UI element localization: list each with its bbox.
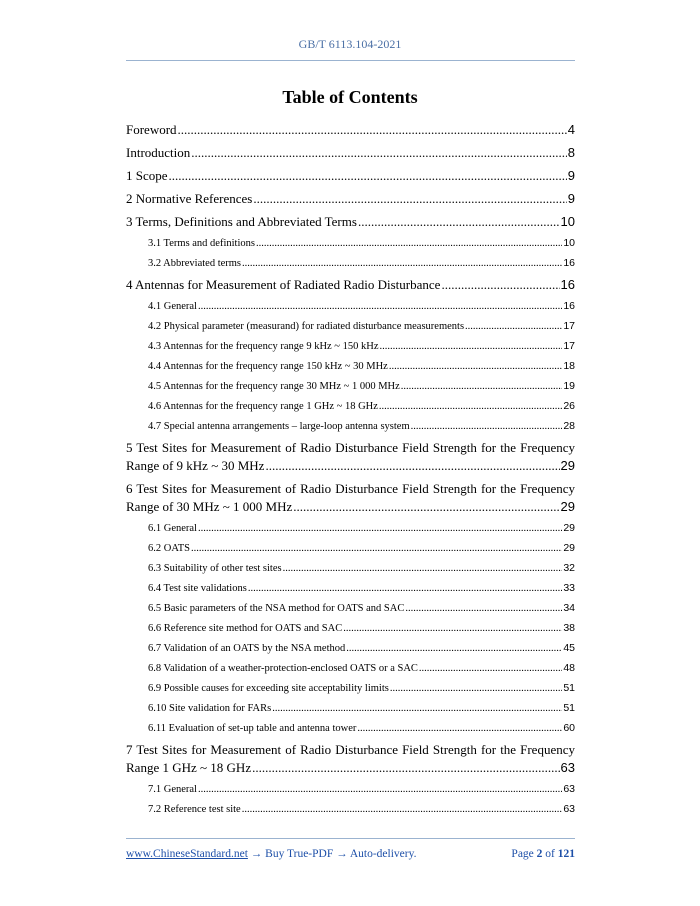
toc-dot-leader bbox=[283, 559, 563, 579]
toc-entry[interactable] bbox=[126, 187, 575, 210]
toc-entry-page: 32 bbox=[563, 562, 575, 574]
toc-entry[interactable] bbox=[126, 779, 575, 799]
toc-entry-page: 17 bbox=[563, 340, 575, 352]
header-divider bbox=[126, 60, 575, 61]
toc-entry-page: 4 bbox=[567, 122, 575, 137]
page-title: Table of Contents bbox=[282, 87, 418, 107]
page-current: 2 bbox=[536, 848, 543, 860]
toc-entry-label: 2 Normative References bbox=[126, 191, 253, 206]
toc-dot-leader bbox=[465, 317, 562, 337]
toc-entry-label: 5 Test Sites for Measurement of Radio Disturbance Field Strength for the Frequency bbox=[126, 440, 575, 455]
toc-entry-label: 6.2 OATS bbox=[148, 543, 191, 554]
toc-entry-page: 63 bbox=[563, 803, 575, 815]
toc-entry-label: 4 Antennas for Measurement of Radiated Radio Disturbance bbox=[126, 277, 441, 292]
toc-dot-leader bbox=[198, 519, 562, 539]
toc-entry-page: 9 bbox=[567, 191, 575, 206]
page-footer bbox=[126, 848, 575, 860]
table-of-contents bbox=[126, 118, 575, 819]
toc-dot-leader bbox=[256, 234, 562, 254]
toc-dot-leader bbox=[379, 337, 562, 357]
toc-entry-page: 34 bbox=[563, 602, 575, 614]
toc-entry[interactable] bbox=[126, 578, 575, 598]
toc-dot-leader bbox=[198, 297, 562, 317]
toc-dot-leader bbox=[357, 719, 562, 739]
toc-entry-page: 38 bbox=[563, 622, 575, 634]
toc-entry-label: 6.11 Evaluation of set-up table and antenna tower bbox=[148, 723, 357, 734]
toc-entry-page: 16 bbox=[563, 257, 575, 269]
toc-entry[interactable] bbox=[126, 518, 575, 538]
toc-dot-leader bbox=[293, 498, 559, 516]
page-total: 121 bbox=[557, 848, 575, 860]
toc-entry-page: 63 bbox=[560, 760, 575, 775]
toc-entry-page: 9 bbox=[567, 168, 575, 183]
toc-entry[interactable] bbox=[126, 558, 575, 578]
toc-dot-leader bbox=[248, 579, 563, 599]
toc-dot-leader bbox=[178, 118, 567, 141]
toc-entry-page: 17 bbox=[563, 320, 575, 332]
toc-entry[interactable] bbox=[126, 164, 575, 187]
toc-dot-leader bbox=[390, 679, 562, 699]
toc-entry[interactable] bbox=[126, 698, 575, 718]
toc-entry-label: 4.1 General bbox=[148, 301, 197, 312]
toc-entry[interactable] bbox=[126, 141, 575, 164]
toc-entry[interactable] bbox=[126, 376, 575, 396]
toc-entry-page: 10 bbox=[560, 214, 575, 229]
toc-entry-label: 6.8 Validation of a weather-protection-enclosed OATS or a SAC bbox=[148, 663, 418, 674]
toc-dot-leader bbox=[191, 539, 562, 559]
toc-entry-page: 29 bbox=[560, 499, 575, 514]
toc-entry[interactable] bbox=[126, 416, 575, 436]
toc-entry-page: 29 bbox=[563, 522, 575, 534]
toc-entry-label: 4.2 Physical parameter (measurand) for radiated disturbance measurements bbox=[148, 321, 465, 332]
toc-entry-label: 6 Test Sites for Measurement of Radio Disturbance Field Strength for the Frequency bbox=[126, 481, 575, 496]
toc-entry-label: 3.2 Abbreviated terms bbox=[148, 258, 242, 269]
toc-entry-label: Foreword bbox=[126, 122, 177, 137]
toc-dot-leader bbox=[441, 273, 559, 296]
toc-entry[interactable] bbox=[126, 638, 575, 658]
toc-entry-label: 6.5 Basic parameters of the NSA method for OATS and SAC bbox=[148, 603, 405, 614]
toc-entry-label: 3.1 Terms and definitions bbox=[148, 238, 255, 249]
toc-dot-leader bbox=[379, 397, 562, 417]
toc-entry-label: 4.6 Antennas for the frequency range 1 GHz ~ 18 GHz bbox=[148, 401, 378, 412]
toc-entry-label: 4.4 Antennas for the frequency range 150 kHz ~ 30 MHz bbox=[148, 361, 388, 372]
toc-entry-page: 19 bbox=[563, 380, 575, 392]
toc-entry[interactable] bbox=[126, 538, 575, 558]
toc-entry[interactable] bbox=[126, 316, 575, 336]
toc-entry-page: 51 bbox=[563, 682, 575, 694]
footer-divider bbox=[126, 838, 575, 839]
toc-dot-leader bbox=[198, 780, 562, 800]
toc-entry-page: 51 bbox=[563, 702, 575, 714]
toc-entry[interactable] bbox=[126, 356, 575, 376]
toc-entry-page: 16 bbox=[563, 300, 575, 312]
page-of: of bbox=[545, 848, 555, 860]
toc-dot-leader bbox=[343, 619, 562, 639]
toc-entry-page: 45 bbox=[563, 642, 575, 654]
toc-entry-label: 7.2 Reference test site bbox=[148, 804, 241, 815]
toc-dot-leader bbox=[265, 457, 559, 475]
toc-entry-label: 6.7 Validation of an OATS by the NSA method bbox=[148, 643, 346, 654]
toc-dot-leader bbox=[191, 141, 567, 164]
toc-dot-leader bbox=[419, 659, 562, 679]
toc-entry[interactable] bbox=[126, 718, 575, 738]
toc-entry-label-continued: Range 1 GHz ~ 18 GHz bbox=[126, 760, 252, 775]
toc-entry[interactable] bbox=[126, 396, 575, 416]
document-code-header: GB/T 6113.104-2021 bbox=[298, 37, 402, 51]
toc-entry[interactable] bbox=[126, 210, 575, 233]
toc-dot-leader bbox=[389, 357, 562, 377]
toc-dot-leader bbox=[272, 699, 562, 719]
toc-entry-label: 6.3 Suitability of other test sites bbox=[148, 563, 282, 574]
toc-dot-leader bbox=[401, 377, 563, 397]
toc-entry[interactable] bbox=[126, 799, 575, 819]
toc-entry-page: 48 bbox=[563, 662, 575, 674]
site-link[interactable]: www.ChineseStandard.net bbox=[126, 848, 248, 860]
toc-entry-label: 6.4 Test site validations bbox=[148, 583, 247, 594]
toc-entry-page: 26 bbox=[563, 400, 575, 412]
toc-entry-page: 16 bbox=[560, 277, 575, 292]
toc-entry[interactable] bbox=[126, 296, 575, 316]
page-indicator bbox=[511, 848, 575, 860]
toc-dot-leader bbox=[242, 800, 563, 820]
toc-entry-label: Introduction bbox=[126, 145, 191, 160]
toc-entry[interactable] bbox=[126, 598, 575, 618]
toc-entry-label: 3 Terms, Definitions and Abbreviated Terms bbox=[126, 214, 357, 229]
toc-entry-page: 60 bbox=[563, 722, 575, 734]
toc-dot-leader bbox=[346, 639, 562, 659]
toc-entry[interactable] bbox=[126, 678, 575, 698]
toc-entry[interactable] bbox=[126, 738, 575, 779]
toc-entry-label-continued: Range of 9 kHz ~ 30 MHz bbox=[126, 458, 265, 473]
toc-entry-page: 8 bbox=[567, 145, 575, 160]
toc-entry[interactable] bbox=[126, 477, 575, 518]
toc-entry[interactable] bbox=[126, 273, 575, 296]
toc-entry-page: 29 bbox=[560, 458, 575, 473]
toc-dot-leader bbox=[253, 187, 566, 210]
toc-dot-leader bbox=[358, 210, 560, 233]
toc-entry-label: 4.7 Special antenna arrangements – large-loop antenna system bbox=[148, 421, 410, 432]
toc-entry-label: 4.5 Antennas for the frequency range 30 MHz ~ 1 000 MHz bbox=[148, 381, 400, 392]
toc-dot-leader bbox=[169, 164, 567, 187]
toc-dot-leader bbox=[252, 759, 559, 777]
toc-entry-label: 6.1 General bbox=[148, 523, 197, 534]
toc-entry-label: 6.10 Site validation for FARs bbox=[148, 703, 272, 714]
page-word: Page bbox=[511, 848, 534, 860]
toc-entry[interactable] bbox=[126, 118, 575, 141]
toc-entry-page: 29 bbox=[563, 542, 575, 554]
toc-entry[interactable] bbox=[126, 336, 575, 356]
toc-entry[interactable] bbox=[126, 436, 575, 477]
toc-entry-page: 10 bbox=[563, 237, 575, 249]
toc-entry-label: 1 Scope bbox=[126, 168, 168, 183]
footer-tagline: → Buy True-PDF → Auto-delivery. bbox=[247, 848, 417, 860]
toc-dot-leader bbox=[411, 417, 563, 437]
toc-entry-label: 7.1 General bbox=[148, 784, 197, 795]
toc-entry-label: 4.3 Antennas for the frequency range 9 kHz ~ 150 kHz bbox=[148, 341, 379, 352]
toc-entry-label-continued: Range of 30 MHz ~ 1 000 MHz bbox=[126, 499, 293, 514]
toc-entry-page: 28 bbox=[563, 420, 575, 432]
toc-entry-page: 63 bbox=[563, 783, 575, 795]
toc-entry-label: 6.6 Reference site method for OATS and SAC bbox=[148, 623, 343, 634]
toc-dot-leader bbox=[405, 599, 562, 619]
toc-entry-page: 33 bbox=[563, 582, 575, 594]
toc-entry[interactable] bbox=[126, 233, 575, 253]
toc-entry-label: 7 Test Sites for Measurement of Radio Disturbance Field Strength for the Frequency bbox=[126, 742, 575, 757]
toc-entry[interactable] bbox=[126, 253, 575, 273]
toc-entry-page: 18 bbox=[563, 360, 575, 372]
toc-entry[interactable] bbox=[126, 658, 575, 678]
toc-dot-leader bbox=[242, 254, 562, 274]
toc-entry[interactable] bbox=[126, 618, 575, 638]
toc-entry-label: 6.9 Possible causes for exceeding site acceptability limits bbox=[148, 683, 389, 694]
